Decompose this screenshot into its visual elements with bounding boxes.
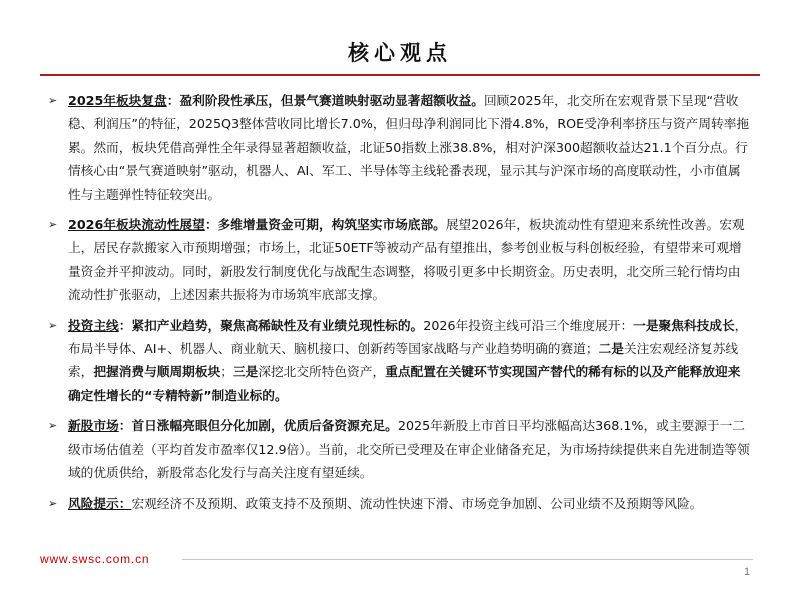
point-heading: 风险提示：: [68, 495, 132, 511]
point-summary: 紧扣产业趋势，聚焦高稀缺性及有业绩兑现性标的。: [131, 317, 424, 333]
point-summary: 盈利阶段性承压，但景气赛道映射驱动显著超额收益。: [179, 93, 484, 108]
title-divider: [40, 74, 760, 76]
theme-tech-growth: 一是聚焦科技成长: [633, 317, 735, 333]
point-body-d: ；: [220, 364, 233, 380]
point-2025-review: [48, 89, 753, 206]
point-summary: 多维增量资金可期，构筑坚实市场底部。: [217, 217, 446, 233]
point-heading: 投资主线: [68, 317, 119, 333]
point-body: 2025年新股上市首日平均涨幅高达368.1%，或主要源于一二级市场估值差（平均首发市盈率仅12.9倍）。当前，北交所已受理及在审企业储备充足，为市场持续提供来自先进制造等领域的优质供给，新股常态化发行与高关注度有望延续。: [68, 418, 750, 481]
point-body: 宏观经济不及预期、政策支持不及预期、流动性快速下滑、市场竞争加剧、公司业绩不及预期等风险。: [131, 495, 703, 511]
point-heading: 2025年板块复盘: [68, 93, 167, 108]
point-body-e: 深挖北交所特色资产，: [258, 364, 386, 380]
theme-three-label: 三是: [232, 364, 259, 380]
arrow-bullet-icon: ➢: [48, 218, 58, 232]
footer-divider: [182, 559, 753, 560]
key-points-list: [48, 89, 753, 522]
arrow-bullet-icon: ➢: [48, 419, 58, 433]
point-heading: 2026年板块流动性展望: [68, 217, 205, 233]
point-heading: 新股市场: [68, 418, 119, 434]
page-title: 核心观点: [348, 41, 452, 65]
point-investment-themes: [48, 314, 753, 408]
arrow-bullet-icon: ➢: [48, 318, 58, 332]
arrow-bullet-icon: ➢: [48, 496, 58, 510]
theme-specialized-assets: 重点配置在关键环节实现国产替代的稀有标的以及产能释放迎来确定性增长的“专精特新”制造业标的。: [68, 364, 741, 403]
point-ipo-market: [48, 414, 753, 484]
point-risk-warning: [48, 492, 753, 515]
point-body-a: 2026年投资主线可沿三个维度展开：: [423, 317, 634, 333]
point-2026-liquidity: [48, 213, 753, 307]
heading-colon: ：: [166, 93, 180, 108]
theme-consumption: 把握消费与顺周期板块: [93, 364, 221, 380]
heading-colon: ：: [118, 418, 132, 434]
heading-colon: ：: [204, 217, 218, 233]
point-body: 展望2026年，板块流动性有望迎来系统性改善。宏观上，居民存款搬家入市预期增强；市场上，北证50ETF等被动产品有望推出，参考创业板与科创板经验，有望带来可观增量资金并平抑波动。同时，新股发行制度优化与战配生态调整，将吸引更多中长期资金。历史表明，北交所三轮行情均由流动性扩张驱动，上述因素共振将为市场筑牢底部支撑。: [68, 217, 745, 303]
arrow-bullet-icon: ➢: [48, 94, 58, 107]
page-number: 1: [744, 566, 751, 578]
point-body: 回顾2025年，北交所在宏观背景下呈现“营收稳、利润压”的特征，2025Q3整体营收同比增长7.0%，但归母净利润同比下滑4.8%，ROE受净利率挤压与资产周转率拖累。然而，板块凭借高弹性全年录得显著超额收益，北证50指数上涨38.8%，相对沪深300超额收益达21.1个百分点。行情核心由“景气赛道映射”驱动，机器人、AI、军工、半导体等主线轮番表现，显示其与沪深市场的高度联动性，小市值属性与主题弹性特征较突出。: [68, 93, 750, 202]
footer-website-link[interactable]: www.swsc.com.cn: [40, 552, 150, 566]
theme-two-label: 二是: [598, 341, 624, 357]
point-body-b: ，布局半导体、AI+、机器人、商业航天、脑机接口、创新药等国家战略与产业趋势明确的赛道；: [68, 317, 748, 357]
point-summary: 首日涨幅亮眼但分化加剧，优质后备资源充足。: [131, 418, 398, 434]
point-body-c: 关注宏观经济复苏线索，: [68, 341, 739, 380]
heading-colon: ：: [118, 317, 132, 333]
